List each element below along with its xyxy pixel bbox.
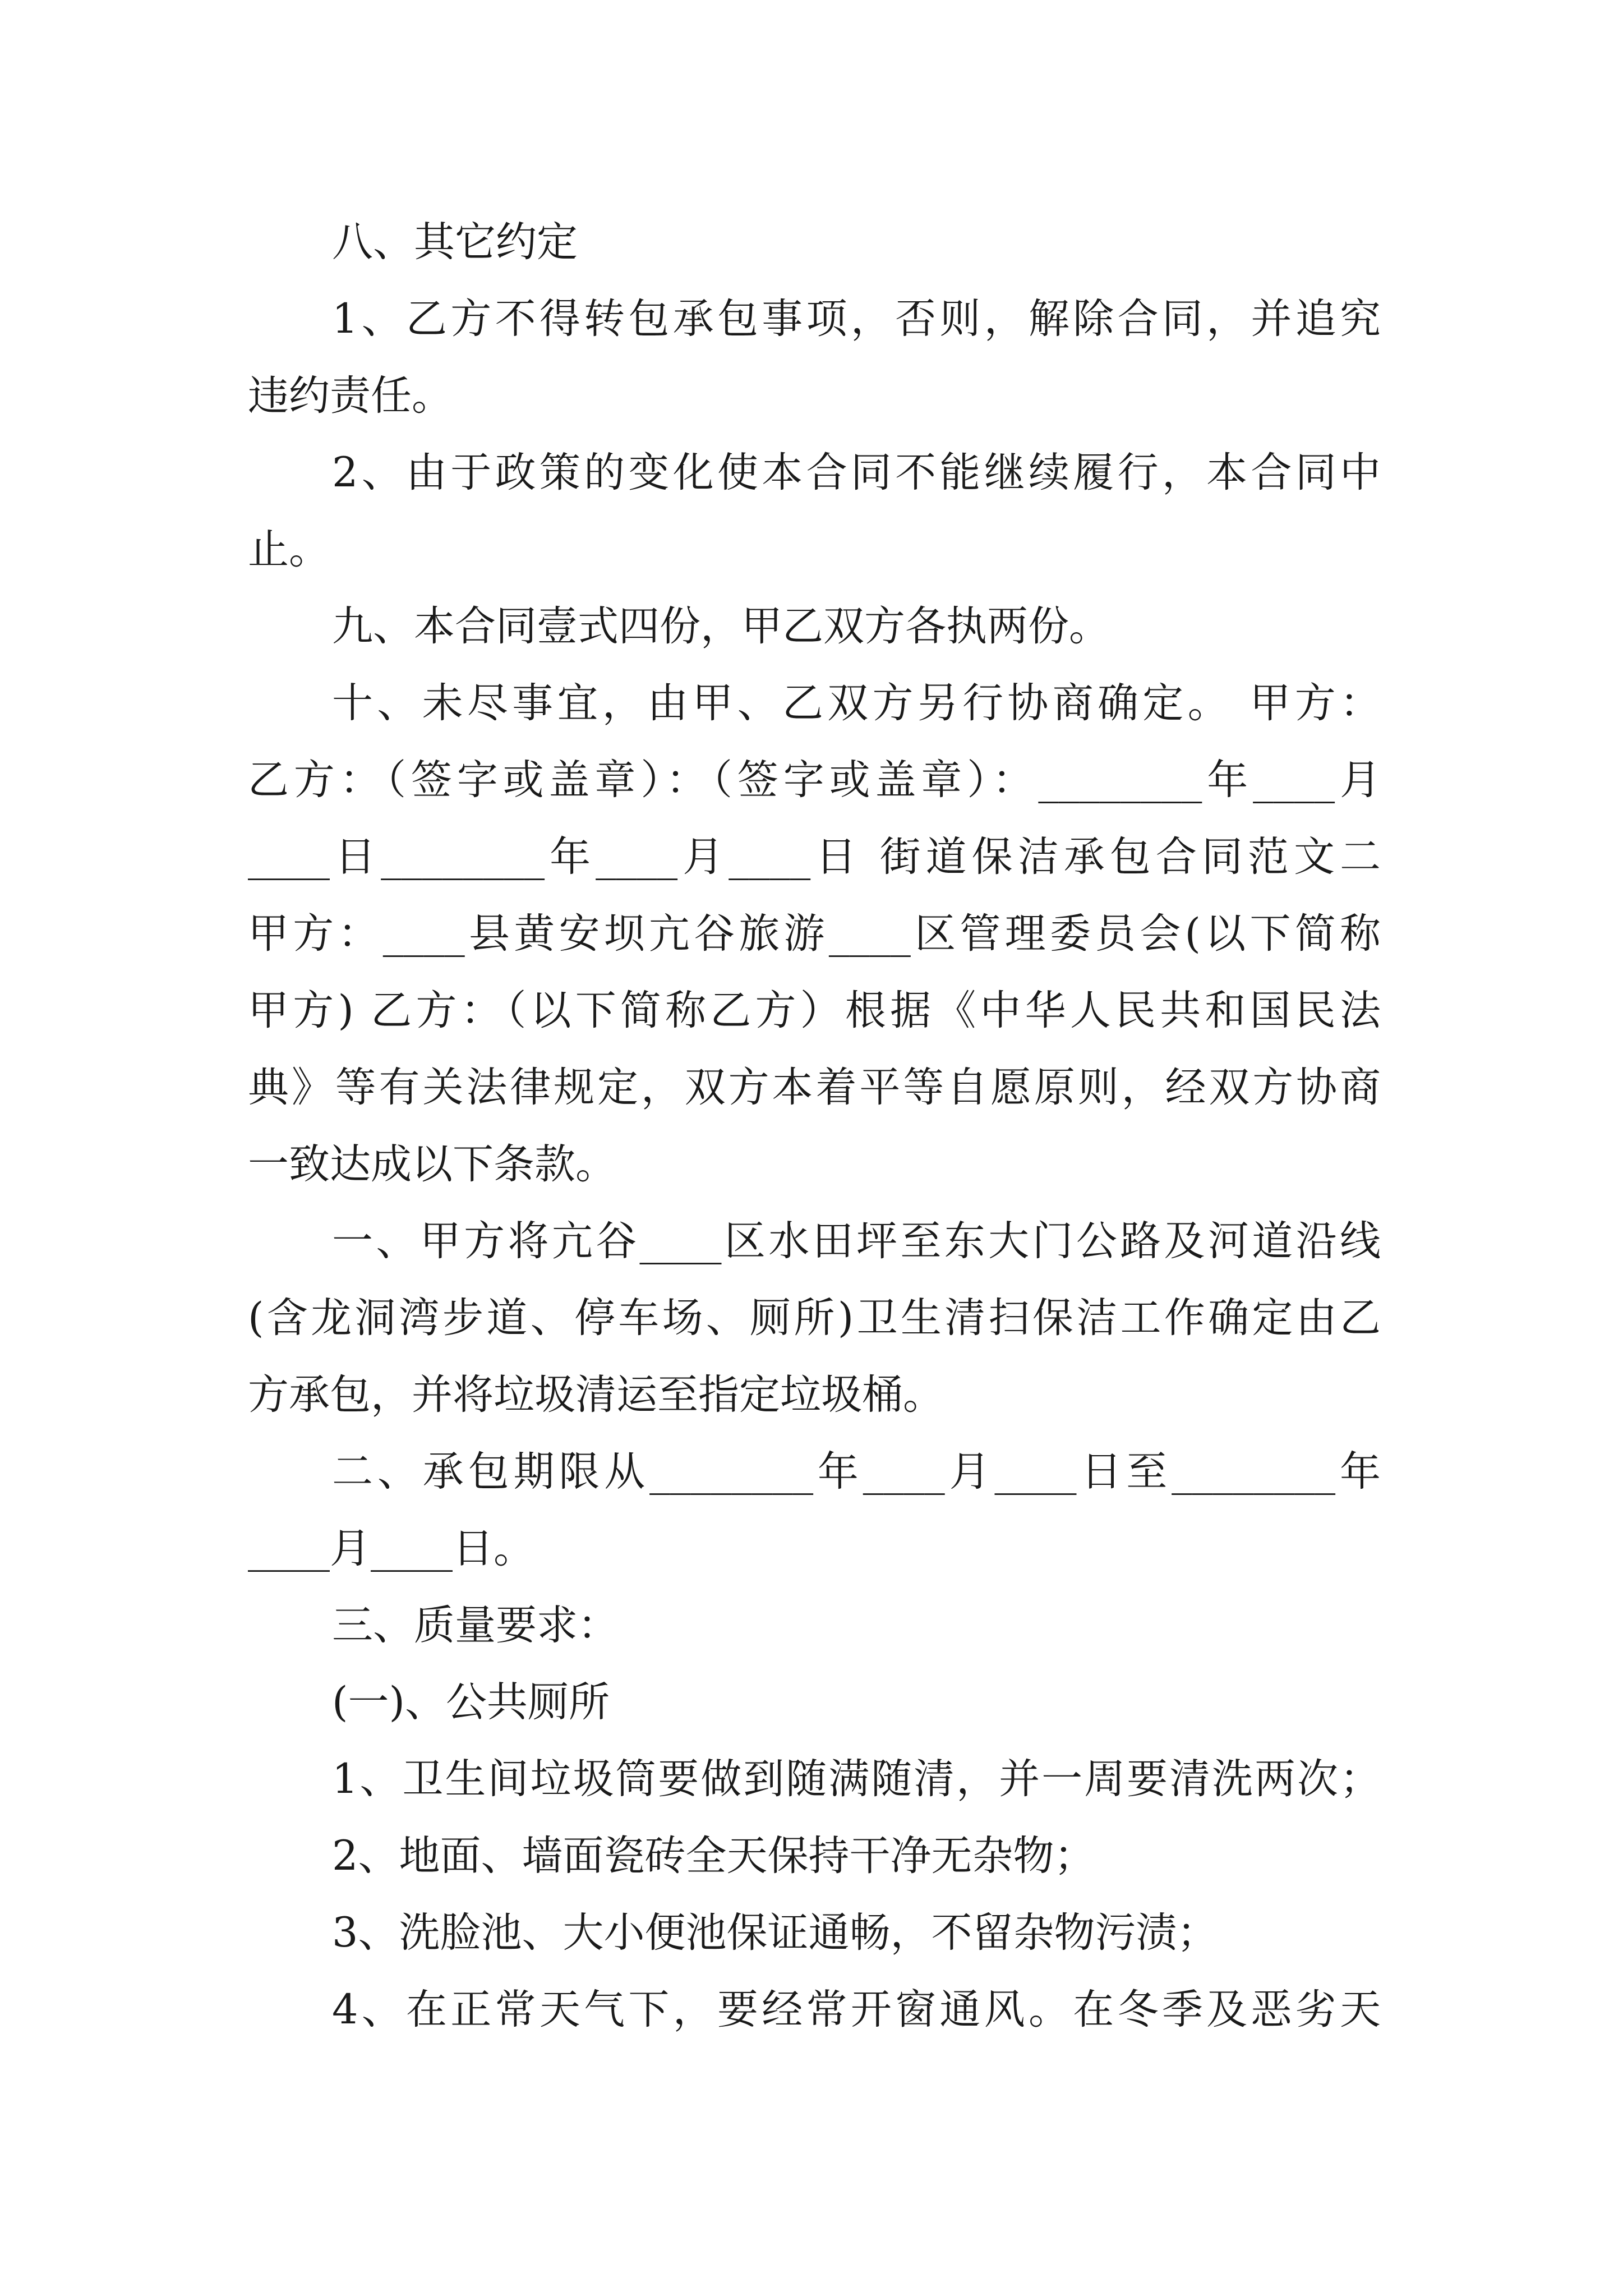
signature-line: ____日________年____月____日 街道保洁承包合同范文二 [248, 833, 1381, 881]
paragraph-line: 1、乙方不得转包承包事项，否则，解除合同，并追究 [332, 295, 1381, 343]
paragraph-line: ____月____日。 [248, 1525, 534, 1572]
paragraph-line: (含龙洞湾步道、停车场、厕所)卫生清扫保洁工作确定由乙 [248, 1294, 1381, 1342]
paragraph-line: 甲方) 乙方：（以下简称乙方）根据《中华人民共和国民法 [248, 987, 1381, 1034]
paragraph-line: 方承包，并将垃圾清运至指定垃圾桶。 [248, 1371, 944, 1419]
paragraph-line: 止。 [248, 526, 330, 573]
paragraph-line: 4、在正常天气下，要经常开窗通风。在冬季及恶劣天 [332, 1986, 1381, 2033]
paragraph-line: 1、卫生间垃圾筒要做到随满随清，并一周要清洗两次； [332, 1755, 1381, 1803]
subsection-heading-toilet: (一)、公共厕所 [332, 1678, 610, 1726]
paragraph-line: 2、由于政策的变化使本合同不能继续履行，本合同中 [332, 449, 1381, 496]
paragraph-line: 二、承包期限从________年____月____日至________年 [332, 1448, 1381, 1496]
paragraph-line: 十、未尽事宜，由甲、乙双方另行协商确定。 甲方： [332, 679, 1381, 727]
paragraph-line: 2、地面、墙面瓷砖全天保持干净无杂物； [332, 1832, 1095, 1880]
paragraph-line: 甲方：____县黄安坝亢谷旅游____区管理委员会(以下简称 [248, 910, 1381, 958]
paragraph-line: 3、洗脸池、大小便池保证通畅，不留杂物污渍； [332, 1909, 1218, 1957]
paragraph-line: 一致达成以下条款。 [248, 1140, 616, 1188]
signature-line: 乙方：（签字或盖章）：（签字或盖章）：________年____月 [248, 756, 1381, 804]
paragraph-line: 一、甲方将亢谷____区水田坪至东大门公路及河道沿线 [332, 1217, 1381, 1265]
paragraph-line: 典》等有关法律规定，双方本着平等自愿原则，经双方协商 [248, 1064, 1381, 1111]
section-heading-other-agreements: 八、其它约定 [332, 218, 578, 266]
section-heading-quality: 三、质量要求： [332, 1602, 619, 1649]
paragraph-line: 违约责任。 [248, 372, 453, 420]
paragraph-line: 九、本合同壹式四份，甲乙双方各执两份。 [332, 602, 1110, 650]
